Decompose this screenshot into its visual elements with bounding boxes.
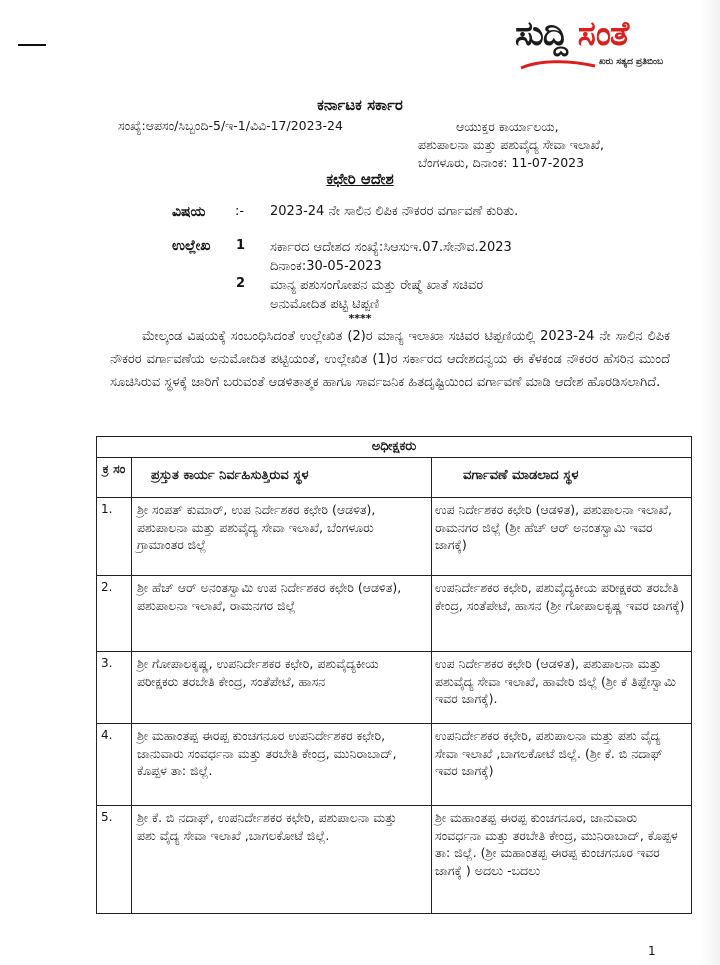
table-title: ಅಧೀಕ್ಷಕರು [371, 439, 417, 454]
row-new-place: ಶ್ರೀ ಮಹಾಂತಪ್ಪ ಈರಪ್ಪ ಕುಂಚಗನೂರ, ಜಾನುವಾರು ಸಂವರ್ಧನಾ ಮತ್ತು ತರಬೇತಿ ಕೇಂದ್ರ, ಮುನಿರಾಬಾದ್, ಕೊಪ್ಪಳ ತಾ: ಜಿಲ್ಲೆ. (ಶ್ರೀ ಮಹಾಂತಪ್ಪ ಈರಪ್ಪ ಕುಂಚಗನೂರ ಇವರ ಜಾಗಕ್ಕೆ ) ಅದಲು -ಬದಲು [435, 810, 678, 878]
margin-mark [18, 44, 46, 46]
subject-colon: :- [235, 204, 245, 219]
row-current-place: ಶ್ರೀ ಮಹಾಂತಪ್ಪ ಈರಪ್ಪ ಕುಂಚಗನೂರ ಉಪನಿರ್ದೇಶಕರ ಕಛೇರಿ, ಜಾನುವಾರು ಸಂವರ್ಧನಾ ಮತ್ತು ತರಬೇತಿ ಕೇಂದ್ರ, ಮುನಿರಾಬಾದ್, ಕೊಪ್ಪಳ ತಾ: ಜಿಲ್ಲೆ. [137, 728, 397, 778]
row-new-place: ಉಪನಿರ್ದೇಶಕರ ಕಛೇರಿ, ಪಶುಪಾಲನಾ ಮತ್ತು ಪಶು ವೈದ್ಯ ಸೇವಾ ಇಲಾಖೆ ,ಬಾಗಲಕೋಟೆ ಜಿಲ್ಲೆ. (ಶ್ರೀ ಕೆ. ಬಿ ನದಾಫ್ ಇವರ ಜಾಗಕ್ಕೆ) [435, 728, 663, 778]
row-serial: 4. [101, 728, 113, 742]
reference-2-text [270, 276, 640, 314]
table-row [97, 651, 691, 724]
row-new-place: ಉಪ ನಿರ್ದೇಶಕರ ಕಛೇರಿ (ಆಡಳಿತ), ಪಶುಪಾಲನಾ ಮತ್ತು ಪಶುವೈದ್ಯ ಸೇವಾ ಇಲಾಖೆ, ಹಾವೇರಿ ಜಿಲ್ಲೆ (ಶ್ರೀ ಕೆ ತಿಪ್ಪೇಸ್ವಾಮಿ ಇವರ ಜಾಗಕ್ಕೆ). [435, 656, 676, 706]
page-edge-shadow [700, 0, 720, 965]
subject-label: ವಿಷಯ [172, 204, 206, 220]
logo-word-2: ಸಂತೆ [577, 14, 629, 54]
logo-wordmark [515, 14, 628, 54]
row-current-place: ಶ್ರೀ ಸಂಪತ್ ಕುಮಾರ್, ಉಪ ನಿರ್ದೇಶಕರ ಕಛೇರಿ (ಆಡಳಿತ), ಪಶುಪಾಲನಾ ಮತ್ತು ಪಶುವೈದ್ಯ ಸೇವಾ ಇಲಾಖೆ, ಬೆಂಗಳೂರು ಗ್ರಾಮಾಂತರ ಜಿಲ್ಲೆ [137, 502, 376, 552]
suddi-sante-logo [515, 14, 715, 76]
row-current-place: ಶ್ರೀ ಕೆ. ಬಿ ನದಾಫ್, ಉಪನಿರ್ದೇಶಕರ ಕಛೇರಿ, ಪಶುಪಾಲನಾ ಮತ್ತು ಪಶು ವೈದ್ಯ ಸೇವಾ ಇಲಾಖೆ ,ಬಾಗಲಕೋಟೆ ಜಿಲ್ಲೆ. [137, 810, 397, 843]
separator-stars: **** [348, 312, 372, 325]
header-serial-number: ಕ್ರ ಸಂ [102, 461, 126, 476]
page-number: 1 [648, 944, 656, 958]
row-serial: 1. [101, 502, 113, 516]
logo-word-1: ಸುದ್ದಿ [515, 14, 567, 54]
reference-2-line-1: ಮಾನ್ಯ ಪಶುಸಂಗೋಪನ ಮತ್ತು ರೇಷ್ಮೆ ಖಾತೆ ಸಚಿವರ [270, 278, 484, 293]
table-header-row [97, 457, 691, 498]
header-transferred-place: ವರ್ಗಾವಣೆ ಮಾಡಲಾದ ಸ್ಥಳ [463, 468, 579, 483]
row-new-place: ಉಪನಿರ್ದೇಶಕರ ಕಛೇರಿ, ಪಶುವೈದ್ಯಕೀಯ ಪರೀಕ್ಷಕರು ತರಬೇತಿ ಕೇಂದ್ರ, ಸಂತೆಪೇಟೆ, ಹಾಸನ (ಶ್ರೀ ಗೋಪಾಲಕೃಷ್ಣ ಇವರ ಜಾಗಕ್ಕೆ) [435, 580, 685, 613]
reference-1-line-2: ದಿನಾಂಕ:30-05-2023 [270, 259, 382, 274]
reference-1-text [270, 238, 640, 276]
reference-2-number: 2 [236, 276, 246, 291]
row-new-place: ಉಪ ನಿರ್ದೇಶಕರ ಕಛೇರಿ (ಆಡಳಿತ), ಪಶುಪಾಲನಾ ಇಲಾಖೆ, ರಾಮನಗರ ಜಿಲ್ಲೆ (ಶ್ರೀ ಹೆಚ್ ಆರ್ ಅನಂತಸ್ವಾಮಿ ಇವರ ಜಾಗಕ್ಕೆ) [435, 502, 672, 552]
order-title: ಕಛೇರಿ ಆದೇಶ [326, 170, 394, 188]
reference-1-number: 1 [236, 238, 246, 253]
office-line-2: ಪಶುಪಾಲನಾ ಮತ್ತು ಪಶುವೈದ್ಯ ಸೇವಾ ಇಲಾಖೆ, [418, 137, 605, 152]
row-current-place: ಶ್ರೀ ಗೋಪಾಲಕೃಷ್ಣ, ಉಪನಿರ್ದೇಶಕರ ಕಛೇರಿ, ಪಶುವೈದ್ಯಕೀಯ ಪರೀಕ್ಷಕರು ತರಬೇತಿ ಕೇಂದ್ರ, ಸಂತೆಪೇಟೆ, ಹಾಸನ [137, 656, 379, 689]
table-row [97, 497, 691, 576]
order-paragraph: ಮೇಲ್ಕಂಡ ವಿಷಯಕ್ಕೆ ಸಂಬಂಧಿಸಿದಂತೆ ಉಲ್ಲೇಖಿತ (2)ರ ಮಾನ್ಯ ಇಲಾಖಾ ಸಚಿವರ ಟಿಪ್ಪಣಿಯಲ್ಲಿ 2023-24 ನೇ ಸಾಲಿನ ಲಿಪಿಕ ನೌಕರರ ವರ್ಗಾವಣೆಯ ಅನುಮೋದಿತ ಪಟ್ಟಿಯಂತೆ, ಉಲ್ಲೇಖಿತ (1)ರ ಸರ್ಕಾರದ ಆದೇಶದನ್ವಯ ಈ ಕೆಳಕಂಡ ನೌಕರರ ಹೆಸರಿನ ಮುಂದೆ ಸೂಚಿಸಿರುವ ಸ್ಥಳಕ್ಕೆ ಜಾರಿಗೆ ಬರುವಂತೆ ಆಡಳಿತಾತ್ಮಕ ಹಾಗೂ ಸಾರ್ವಜನಿಕ ಹಿತದೃಷ್ಟಿಯಿಂದ ವರ್ಗಾವಣೆ ಮಾಡಿ ಆದೇಶ ಹೊರಡಿಸಲಾಗಿದೆ. [110, 329, 670, 390]
logo-tagline: ಖರು ಸತ್ಯದ ಪ್ರತಿಬಿಂಬ [599, 57, 664, 67]
row-serial: 2. [101, 580, 113, 594]
office-line-1: ಆಯುಕ್ತರ ಕಾರ್ಯಾಲಯ, [456, 119, 559, 134]
table-row [97, 575, 691, 652]
table-row [97, 723, 691, 806]
reference-2-line-2: ಅನುಮೋದಿತ ಪಟ್ಟಿ ಟಿಪ್ಪಣಿ [270, 297, 380, 312]
office-line-3: ಬೆಂಗಳೂರು, ದಿನಾಂಕ: 11-07-2023 [418, 155, 585, 170]
subject-text: 2023-24 ನೇ ಸಾಲಿನ ಲಿಪಿಕ ನೌಕರರ ವರ್ಗಾವಣೆ ಕುರಿತು. [270, 204, 519, 219]
row-current-place: ಶ್ರೀ ಹೆಚ್ ಆರ್ ಅನಂತಸ್ವಾಮಿ ಉಪ ನಿರ್ದೇಶಕರ ಕಛೇರಿ (ಆಡಳಿತ), ಪಶುಪಾಲನಾ ಇಲಾಖೆ, ರಾಮನಗರ ಜಿಲ್ಲೆ [137, 580, 402, 613]
reference-label: ಉಲ್ಲೇಖ [172, 238, 211, 254]
reference-1-line-1: ಸರ್ಕಾರದ ಆದೇಶದ ಸಂಖ್ಯೆ:ಸಿಆಸುಇ.07.ಸೇನೌವ.2023 [270, 240, 512, 255]
office-address [418, 118, 604, 172]
government-title: ಕರ್ನಾಟಕ ಸರ್ಕಾರ [317, 96, 403, 114]
transfer-table [96, 436, 692, 914]
logo-swoosh-icon [519, 58, 597, 72]
row-serial: 5. [101, 810, 113, 824]
reference-number: ಸಂಖ್ಯೆ:ಆಪಸಂ/ಸಿಬ್ಬಂದಿ-5/ಇ-1/ವಿವಿ-17/2023-24 [118, 118, 343, 133]
table-row [97, 805, 691, 914]
row-serial: 3. [101, 656, 113, 670]
header-current-place: ಪ್ರಸ್ತುತ ಕಾರ್ಯ ನಿರ್ವಹಿಸುತ್ತಿರುವ ಸ್ಥಳ [151, 468, 309, 483]
